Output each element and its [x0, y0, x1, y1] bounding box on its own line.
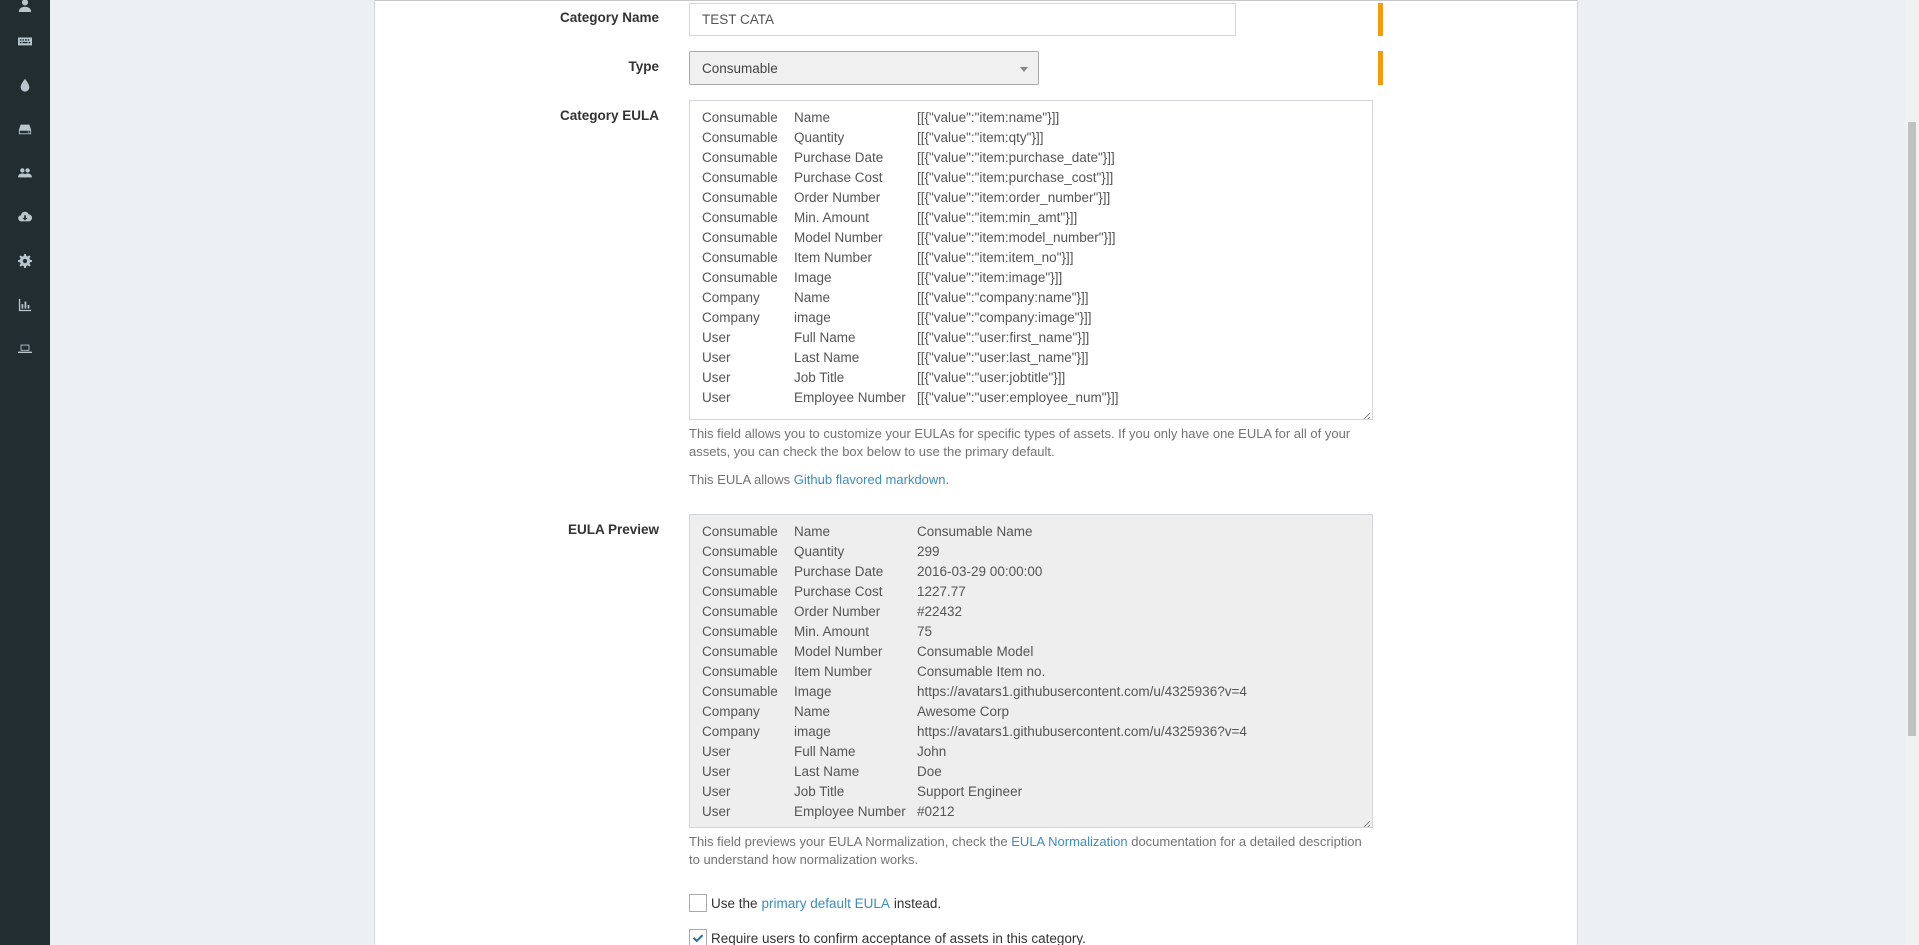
line-field: Order Number: [794, 604, 881, 619]
line-field: Job Title: [794, 370, 845, 385]
line-value: John: [917, 744, 947, 759]
textarea-line: [702, 208, 1360, 228]
line-field: Employee Number: [794, 390, 906, 405]
require-acceptance-checkbox[interactable]: [689, 929, 707, 945]
line-value: Consumable Model: [917, 644, 1034, 659]
eula-normalization-link[interactable]: EULA Normalization: [1011, 834, 1128, 849]
eula-preview-label: EULA Preview: [567, 522, 659, 537]
line-value: [[{"value":"item:qty"}]]: [917, 130, 1044, 145]
line-field: Last Name: [794, 350, 860, 365]
line-value: 1227.77: [917, 584, 966, 599]
category-eula-label: Category EULA: [559, 108, 659, 123]
category-name-input[interactable]: TEST CATA: [689, 3, 1236, 36]
type-select[interactable]: [689, 51, 1039, 85]
line-value: [[{"value":"item:purchase_date"}]]: [917, 150, 1115, 165]
line-source: User: [702, 390, 731, 405]
textarea-line: [702, 108, 1360, 128]
line-value: Consumable Name: [917, 524, 1033, 539]
line-source: User: [702, 804, 731, 819]
line-value: [[{"value":"item:model_number"}]]: [917, 230, 1116, 245]
primary-default-eula-link[interactable]: primary default EULA: [761, 895, 890, 911]
line-source: User: [702, 764, 731, 779]
textarea-line: [702, 288, 1360, 308]
textarea-line: [702, 308, 1360, 328]
line-field: Last Name: [794, 764, 860, 779]
line-field: Full Name: [794, 330, 856, 345]
line-value: https://avatars1.githubusercontent.com/u/4325936?v=4: [917, 684, 1247, 699]
textarea-line: [702, 328, 1360, 348]
use-primary-prefix: Use the: [711, 895, 758, 911]
line-source: Consumable: [702, 210, 778, 225]
line-field: Name: [794, 290, 831, 305]
line-value: [[{"value":"user:employee_num"}]]: [917, 390, 1119, 405]
type-selected-value: Consumable: [702, 60, 778, 76]
line-field: image: [794, 310, 831, 325]
line-field: Image: [794, 270, 832, 285]
textarea-line: [702, 762, 1360, 782]
line-field: Purchase Cost: [794, 170, 883, 185]
page-scrollbar[interactable]: [1905, 0, 1919, 945]
chevron-down-icon: [1020, 67, 1028, 72]
line-field: Name: [794, 524, 831, 539]
line-source: Consumable: [702, 190, 778, 205]
line-field: Quantity: [794, 130, 845, 145]
line-source: Consumable: [702, 684, 778, 699]
textarea-line: [702, 662, 1360, 682]
line-source: Company: [702, 704, 760, 719]
textarea-line: [702, 522, 1360, 542]
line-value: 2016-03-29 00:00:00: [917, 564, 1043, 579]
bar-chart-icon[interactable]: [13, 295, 37, 315]
use-primary-eula-checkbox[interactable]: [689, 894, 707, 912]
sidebar: [0, 0, 50, 945]
line-field: Employee Number: [794, 804, 906, 819]
line-source: Company: [702, 724, 760, 739]
line-source: Company: [702, 290, 760, 305]
line-value: [[{"value":"company:name"}]]: [917, 290, 1089, 305]
textarea-line: [702, 802, 1360, 822]
line-value: https://avatars1.githubusercontent.com/u/4325936?v=4: [917, 724, 1247, 739]
line-field: Item Number: [794, 250, 873, 265]
markdown-suffix: .: [945, 472, 950, 487]
textarea-line: [702, 268, 1360, 288]
textarea-line: [702, 682, 1360, 702]
textarea-line: [702, 742, 1360, 762]
line-value: Awesome Corp: [917, 704, 1010, 719]
textarea-line: [702, 702, 1360, 722]
line-source: User: [702, 350, 731, 365]
line-source: Consumable: [702, 624, 778, 639]
required-indicator: [1378, 51, 1383, 85]
line-field: Order Number: [794, 190, 881, 205]
line-value: [[{"value":"item:name"}]]: [917, 110, 1060, 125]
textarea-line: [702, 368, 1360, 388]
line-source: Consumable: [702, 230, 778, 245]
line-field: Min. Amount: [794, 624, 870, 639]
line-source: User: [702, 744, 731, 759]
textarea-line: [702, 782, 1360, 802]
line-field: Job Title: [794, 784, 845, 799]
line-source: Consumable: [702, 170, 778, 185]
line-value: 75: [917, 624, 933, 639]
resize-handle-icon[interactable]: [1362, 409, 1370, 417]
keyboard-icon[interactable]: [13, 31, 37, 51]
line-source: Consumable: [702, 150, 778, 165]
textarea-line: [702, 642, 1360, 662]
preview-help-suffix: documentation for a detailed description: [1131, 834, 1362, 849]
use-primary-suffix: instead.: [893, 895, 942, 911]
textarea-line: [702, 388, 1360, 408]
laptop-icon[interactable]: [13, 339, 37, 359]
textarea-line: [702, 622, 1360, 642]
line-value: #0212: [917, 804, 955, 819]
eula-help-line1: This field allows you to customize your EULAs for specific types of assets. If you only have one EULA for all of your: [689, 426, 1351, 441]
markdown-prefix: This EULA allows: [689, 472, 791, 487]
preview-help-prefix: This field previews your EULA Normalization, check the: [689, 834, 1008, 849]
textarea-line: [702, 168, 1360, 188]
line-value: [[{"value":"item:order_number"}]]: [917, 190, 1111, 205]
textarea-line: [702, 542, 1360, 562]
eula-help-text: [689, 425, 1379, 461]
category-name-label: Category Name: [559, 10, 659, 25]
line-field: Full Name: [794, 744, 856, 759]
line-source: Consumable: [702, 664, 778, 679]
line-field: Purchase Cost: [794, 584, 883, 599]
textarea-line: [702, 148, 1360, 168]
checkmark-icon: [691, 931, 705, 945]
required-indicator: [1378, 3, 1383, 36]
line-value: [[{"value":"item:min_amt"}]]: [917, 210, 1078, 225]
line-source: Consumable: [702, 250, 778, 265]
line-field: Name: [794, 704, 831, 719]
textarea-line: [702, 348, 1360, 368]
line-value: Consumable Item no.: [917, 664, 1046, 679]
users-icon[interactable]: [13, 163, 37, 183]
require-acceptance-label: Require users to confirm acceptance of assets in this category.: [711, 930, 1086, 945]
user-icon[interactable]: [13, 0, 37, 15]
line-field: Purchase Date: [794, 150, 884, 165]
line-field: Model Number: [794, 230, 883, 245]
line-source: User: [702, 330, 731, 345]
preview-help-text: [689, 833, 1389, 869]
textarea-line: [702, 582, 1360, 602]
line-field: Image: [794, 684, 832, 699]
line-source: User: [702, 784, 731, 799]
cog-icon[interactable]: [13, 251, 37, 271]
eula-preview-textarea[interactable]: [689, 514, 1373, 828]
eula-help-line2: assets, you can check the box below to use the primary default.: [689, 444, 1055, 459]
scrollbar-thumb[interactable]: [1908, 122, 1916, 736]
form-panel: [374, 0, 1578, 945]
github-markdown-link[interactable]: Github flavored markdown: [793, 472, 946, 487]
hdd-icon[interactable]: [13, 119, 37, 139]
line-value: [[{"value":"item:image"}]]: [917, 270, 1063, 285]
require-acceptance-row: [689, 929, 1086, 945]
textarea-line: [702, 602, 1360, 622]
use-primary-eula-row: [689, 894, 941, 912]
line-source: Company: [702, 310, 760, 325]
line-field: image: [794, 724, 831, 739]
line-value: [[{"value":"user:first_name"}]]: [917, 330, 1090, 345]
textarea-line: [702, 128, 1360, 148]
line-value: 299: [917, 544, 940, 559]
textarea-line: [702, 562, 1360, 582]
resize-handle-icon[interactable]: [1362, 817, 1370, 825]
cloud-download-icon[interactable]: [13, 207, 37, 227]
line-field: Item Number: [794, 664, 873, 679]
textarea-line: [702, 188, 1360, 208]
textarea-line: [702, 722, 1360, 742]
line-source: Consumable: [702, 130, 778, 145]
line-source: Consumable: [702, 604, 778, 619]
line-value: Support Engineer: [917, 784, 1023, 799]
line-field: Min. Amount: [794, 210, 870, 225]
line-source: Consumable: [702, 544, 778, 559]
line-field: Purchase Date: [794, 564, 884, 579]
category-eula-textarea[interactable]: [689, 100, 1373, 420]
type-label: Type: [628, 59, 659, 74]
line-field: Name: [794, 110, 831, 125]
line-field: Quantity: [794, 544, 845, 559]
line-value: [[{"value":"item:purchase_cost"}]]: [917, 170, 1114, 185]
textarea-line: [702, 228, 1360, 248]
textarea-line: [702, 248, 1360, 268]
line-value: [[{"value":"item:item_no"}]]: [917, 250, 1074, 265]
line-value: Doe: [917, 764, 942, 779]
line-value: #22432: [917, 604, 963, 619]
line-value: [[{"value":"user:jobtitle"}]]: [917, 370, 1066, 385]
line-source: Consumable: [702, 644, 778, 659]
markdown-help: [689, 471, 949, 489]
line-source: Consumable: [702, 524, 778, 539]
preview-help-line2: to understand how normalization works.: [689, 852, 919, 867]
line-field: Model Number: [794, 644, 883, 659]
panel-top-border: [375, 0, 1577, 1]
line-source: Consumable: [702, 110, 778, 125]
droplet-icon[interactable]: [13, 75, 37, 95]
line-source: Consumable: [702, 584, 778, 599]
line-value: [[{"value":"user:last_name"}]]: [917, 350, 1089, 365]
line-source: Consumable: [702, 564, 778, 579]
line-value: [[{"value":"company:image"}]]: [917, 310, 1092, 325]
line-source: User: [702, 370, 731, 385]
line-source: Consumable: [702, 270, 778, 285]
